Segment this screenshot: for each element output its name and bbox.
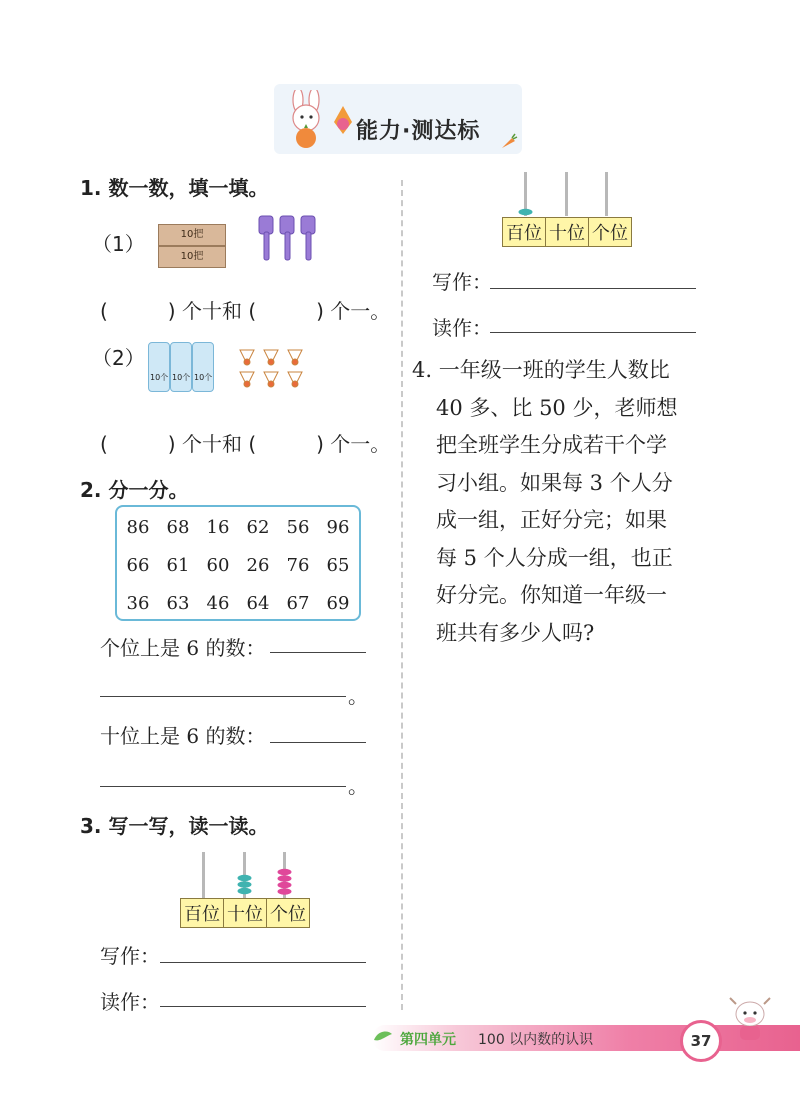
read-answer-line[interactable] — [160, 1006, 366, 1007]
number-cell: 60 — [206, 554, 230, 576]
number-cell: 65 — [326, 554, 350, 576]
period: 。 — [348, 774, 368, 798]
q1-part1-label: （1） — [92, 232, 145, 256]
box-label: 10把 — [158, 224, 226, 246]
abacus-beads — [180, 852, 310, 900]
q4-line: 每 5 个人分成一组，也正 — [436, 545, 673, 570]
number-cell: 86 — [126, 516, 150, 538]
write-label: 写作： — [432, 270, 492, 294]
bead-hundreds — [519, 209, 533, 215]
tube-label: 10个 — [172, 373, 191, 382]
number-cell: 67 — [286, 592, 310, 614]
q4-line: 班共有多少人吗? — [436, 620, 595, 645]
tens-answer-line[interactable] — [270, 742, 366, 743]
q4-line: 好分完。你知道一年级一 — [436, 583, 667, 607]
number-cell: 36 — [126, 592, 150, 614]
number-grid — [118, 508, 358, 622]
column-divider — [401, 180, 403, 1010]
ones-answer-line-2[interactable] — [100, 696, 346, 697]
q4-line: 成一组，正好分完；如果 — [436, 508, 667, 532]
box-label: 10把 — [158, 246, 226, 268]
number-cell: 69 — [326, 592, 350, 614]
tube-label: 10个 — [150, 373, 169, 382]
place-label-ones: 个位 — [267, 899, 309, 927]
tens-prompt: 十位上是 6 的数： — [100, 724, 266, 748]
number-cell: 46 — [206, 592, 230, 614]
number-cell: 66 — [126, 554, 150, 576]
tens-answer-line-2[interactable] — [100, 786, 346, 787]
period: 。 — [348, 684, 368, 708]
number-cell: 62 — [246, 516, 270, 538]
carrot-icon — [500, 132, 518, 154]
place-label-ones: 个位 — [589, 218, 631, 246]
q4-text — [412, 352, 712, 652]
place-label-tens: 十位 — [224, 899, 267, 927]
footer-topic: 100 以内数的认识 — [478, 1032, 594, 1048]
toothbrush-icon — [256, 214, 326, 268]
read-answer-line[interactable] — [490, 332, 696, 333]
q4-line: 4. 一年级一班的学生人数比 — [412, 358, 670, 382]
page-number: 37 — [680, 1020, 722, 1062]
tube-label: 10个 — [194, 373, 213, 382]
q1-title: 1. 数一数，填一填。 — [80, 176, 269, 200]
read-label: 读作： — [432, 316, 492, 340]
ones-answer-line[interactable] — [270, 652, 366, 653]
q3-title: 3. 写一写，读一读。 — [80, 814, 269, 838]
bead-group-tens — [238, 875, 252, 894]
write-answer-line[interactable] — [160, 962, 366, 963]
place-label-hundreds: 百位 — [503, 218, 546, 246]
abacus-left — [180, 852, 310, 900]
write-label: 写作： — [100, 944, 160, 968]
q4-line: 把全班学生分成若干个学 — [436, 433, 667, 457]
abacus-beads — [502, 172, 632, 218]
number-cell: 56 — [286, 516, 310, 538]
q2-title: 2. 分一分。 — [80, 478, 189, 502]
page-title: 能力·测达标 — [356, 119, 481, 144]
number-cell: 16 — [206, 516, 230, 538]
number-cell: 64 — [246, 592, 270, 614]
place-label-hundreds: 百位 — [181, 899, 224, 927]
write-answer-line[interactable] — [490, 288, 696, 289]
bunny-mascot-icon — [284, 90, 330, 154]
footer-unit: 第四单元 — [400, 1032, 456, 1048]
boxes-of-ten-icon — [152, 218, 232, 274]
abacus-right — [502, 172, 632, 218]
number-cell: 76 — [286, 554, 310, 576]
read-label: 读作： — [100, 990, 160, 1014]
number-cell: 63 — [166, 592, 190, 614]
leaf-icon — [372, 1028, 394, 1050]
q4-line: 40 多、比 50 少，老师想 — [436, 395, 678, 420]
shuttlecock-icon — [236, 346, 308, 396]
q1-part2-answer[interactable]: ( ) 个十和 ( ) 个一。 — [100, 432, 391, 456]
place-value-labels — [180, 898, 310, 928]
place-value-labels — [502, 217, 632, 247]
number-cell: 61 — [166, 554, 190, 576]
number-cell: 96 — [326, 516, 350, 538]
q1-part2-label: （2） — [92, 346, 145, 370]
q1-part1-answer[interactable]: ( ) 个十和 ( ) 个一。 — [100, 299, 391, 323]
number-cell: 68 — [166, 516, 190, 538]
fruit-ornament-icon — [330, 102, 356, 142]
shuttlecock-tubes-icon — [148, 342, 214, 392]
bead-group-ones — [278, 869, 292, 895]
ones-prompt: 个位上是 6 的数： — [100, 636, 266, 660]
number-cell: 26 — [246, 554, 270, 576]
cow-mascot-icon — [724, 994, 776, 1048]
q4-line: 习小组。如果每 3 个人分 — [436, 470, 673, 495]
place-label-tens: 十位 — [546, 218, 589, 246]
